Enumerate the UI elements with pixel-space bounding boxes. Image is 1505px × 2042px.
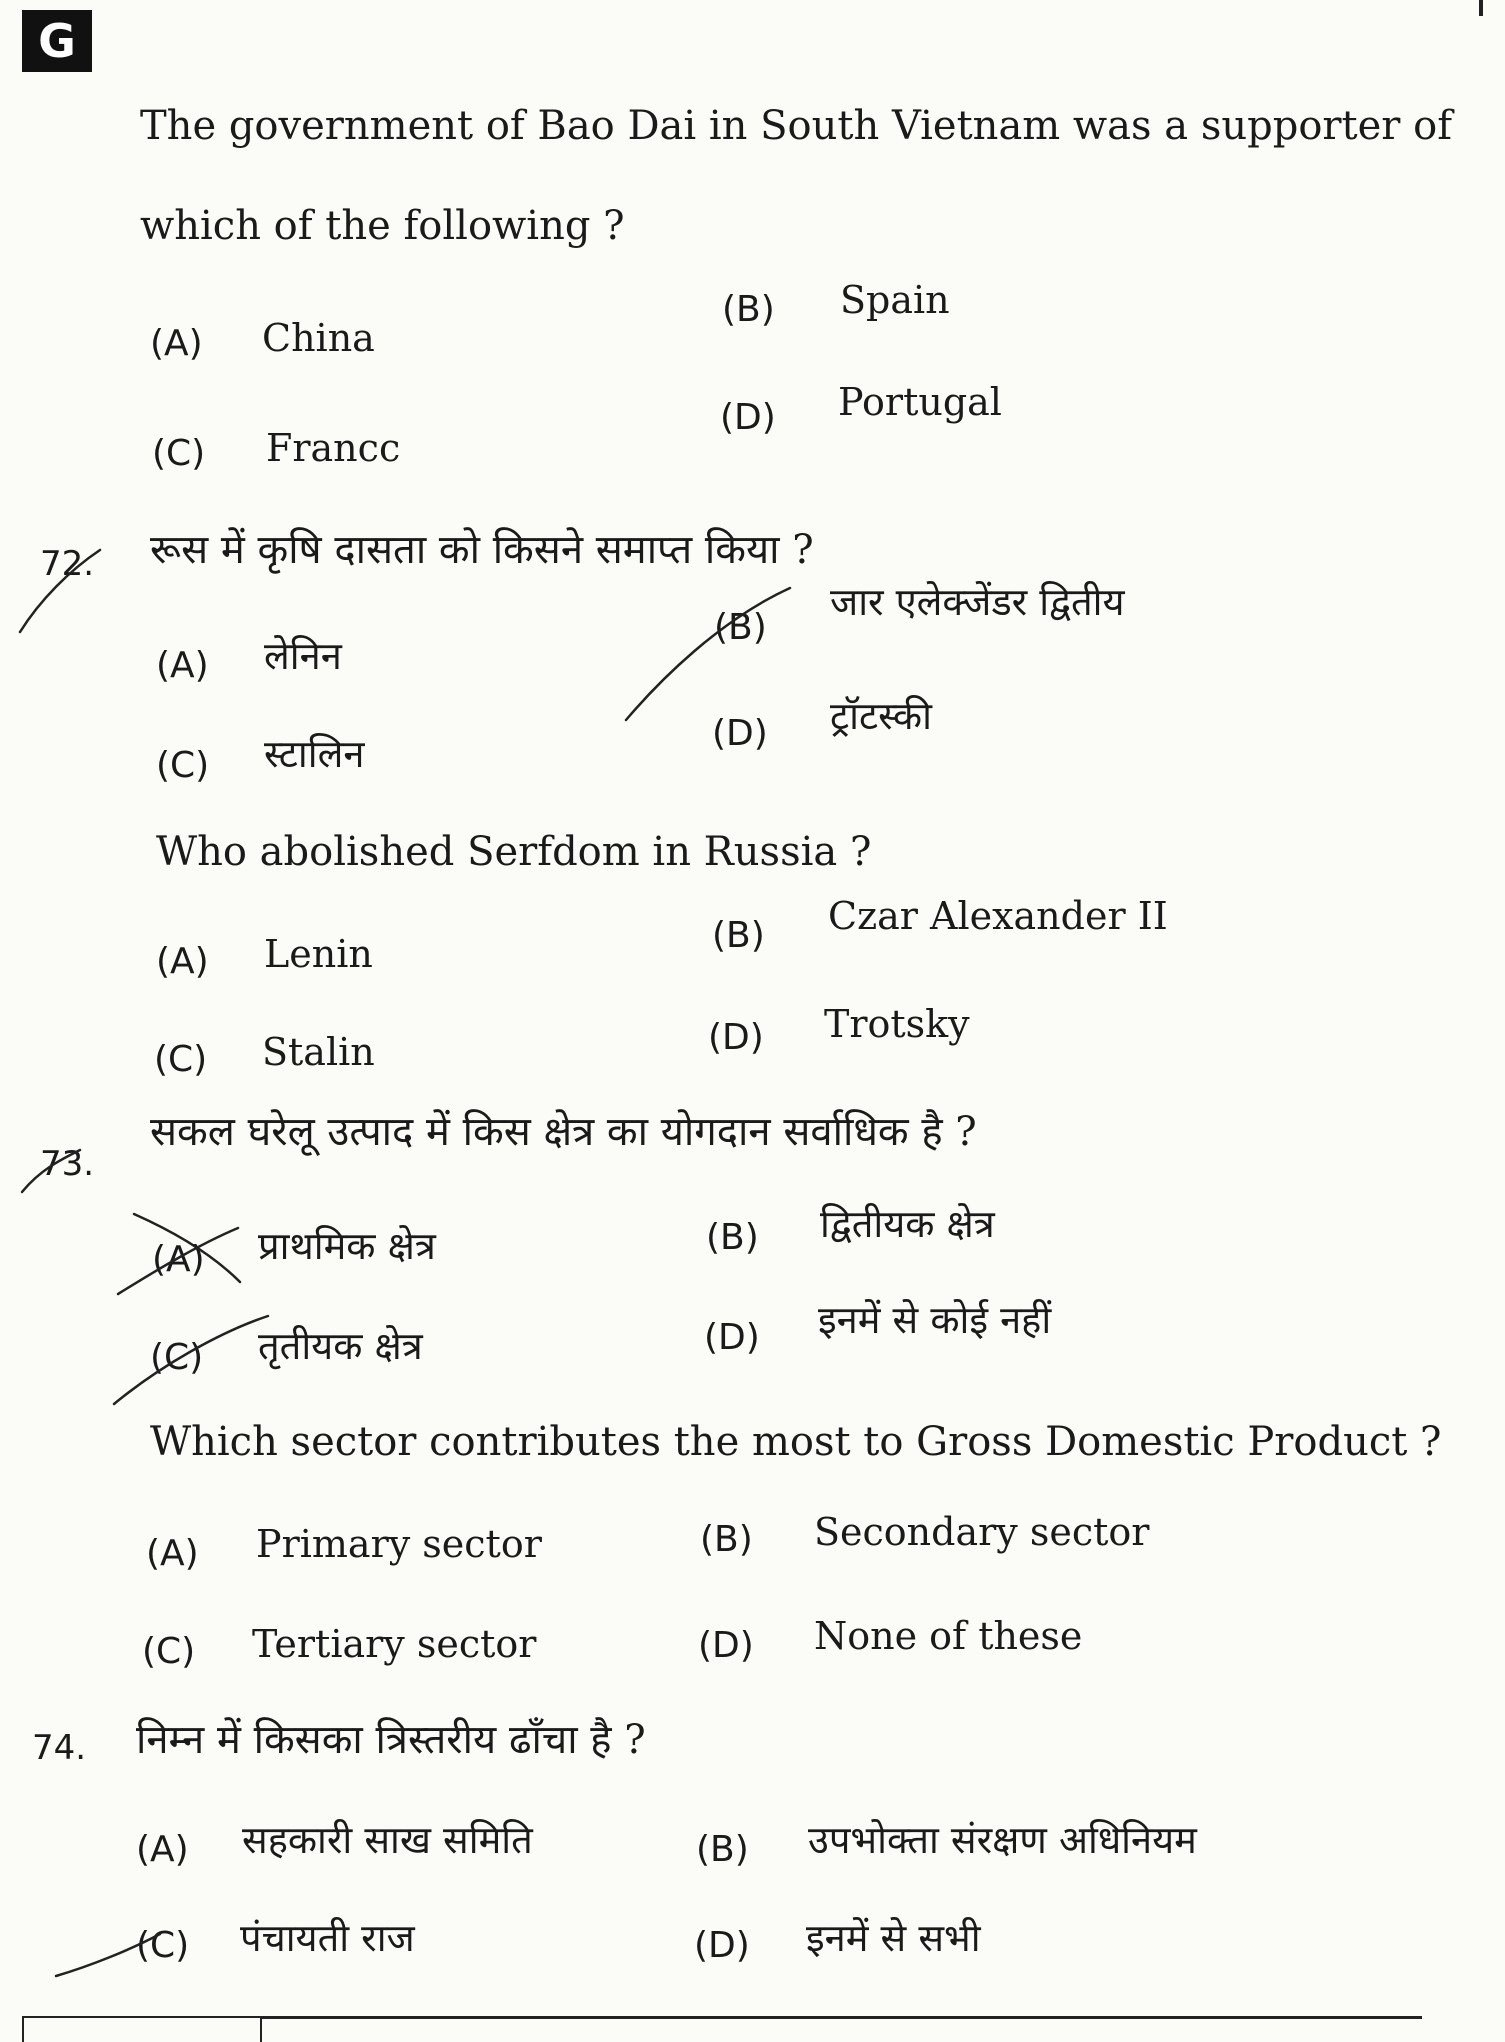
question-73-english-text: Which sector contributes the most to Gross Domestic Product ? [150,1419,1442,1465]
q73-hi-option-c-text: तृतीयक क्षेत्र [258,1324,423,1368]
q73-hi-option-b-label: (B) [706,1217,759,1258]
corner-mark [1479,0,1483,16]
q72-hi-option-a-label: (A) [156,645,209,686]
question-72-hindi-text: रूस में कृषि दासता को किसने समाप्त किया ? [150,527,814,573]
footer-rule [262,2016,1422,2019]
q73-en-option-a-label: (A) [146,1533,199,1574]
section-badge: G [22,10,92,72]
q72-en-option-a-label: (A) [156,941,209,982]
q71-option-c-label: (C) [152,433,206,474]
q74-option-d-label: (D) [694,1925,750,1966]
q72-en-option-b-text: Czar Alexander II [828,894,1168,938]
q74-option-c-label: (C) [136,1925,190,1966]
q71-option-a-text: China [262,316,375,360]
q73-hi-option-a-label: (A) [152,1239,205,1280]
q74-option-b-text: उपभोक्ता संरक्षण अधिनियम [808,1818,1197,1862]
q73-en-option-b-text: Secondary sector [814,1510,1150,1554]
q74-option-a-text: सहकारी साख समिति [242,1818,533,1862]
q73-en-option-d-text: None of these [814,1614,1083,1658]
q71-option-b-text: Spain [840,278,950,322]
question-71-text-line-1: The government of Bao Dai in South Vietnam was a supporter of [140,103,1452,149]
q74-option-b-label: (B) [696,1829,749,1870]
question-73-number: 73. [40,1144,95,1184]
q72-hi-option-d-label: (D) [712,713,768,754]
question-72-english-text: Who abolished Serfdom in Russia ? [156,829,872,875]
q72-en-option-c-text: Stalin [262,1030,375,1074]
q72-hi-option-b-text: जार एलेक्जेंडर द्वितीय [830,580,1125,624]
q74-option-c-text: पंचायती राज [240,1916,415,1960]
q73-hi-option-c-label: (C) [150,1337,204,1378]
q72-en-option-b-label: (B) [712,915,765,956]
q72-en-option-c-label: (C) [154,1039,208,1080]
q71-option-d-label: (D) [720,397,776,438]
q74-option-a-label: (A) [136,1829,189,1870]
q71-option-a-label: (A) [150,323,203,364]
q72-en-option-d-label: (D) [708,1017,764,1058]
q74-option-d-text: इनमें से सभी [806,1916,981,1960]
question-71-text-line-2: which of the following ? [140,203,625,249]
q73-en-option-d-label: (D) [698,1625,754,1666]
q71-option-d-text: Portugal [838,380,1002,424]
q72-hi-option-d-text: ट्रॉटस्की [830,694,932,738]
question-72-number: 72. [40,544,95,584]
q72-hi-option-b-label: (B) [714,607,767,648]
question-73-hindi-text: सकल घरेलू उत्पाद में किस क्षेत्र का योगदान सर्वाधिक है ? [150,1109,977,1155]
q73-hi-option-d-label: (D) [704,1317,760,1358]
q72-en-option-d-text: Trotsky [824,1002,970,1046]
q71-option-c-text: Francc [266,426,401,470]
q72-hi-option-c-text: स्टालिन [264,732,365,776]
q73-hi-option-b-text: द्वितीयक क्षेत्र [820,1202,995,1246]
q71-option-b-label: (B) [722,289,775,330]
q72-hi-option-c-label: (C) [156,745,210,786]
footer-code-box [22,2016,262,2042]
q73-en-option-c-text: Tertiary sector [252,1622,537,1666]
q73-hi-option-d-text: इनमें से कोई नहीं [818,1298,1052,1342]
q73-en-option-c-label: (C) [142,1631,196,1672]
question-74-hindi-text: निम्न में किसका त्रिस्तरीय ढाँचा है ? [136,1717,646,1763]
q73-hi-option-a-text: प्राथमिक क्षेत्र [258,1224,436,1268]
question-74-number: 74. [32,1728,87,1768]
q72-en-option-a-text: Lenin [264,932,373,976]
q73-en-option-b-label: (B) [700,1519,753,1560]
q73-en-option-a-text: Primary sector [256,1522,542,1566]
q72-hi-option-a-text: लेनिन [264,634,342,678]
